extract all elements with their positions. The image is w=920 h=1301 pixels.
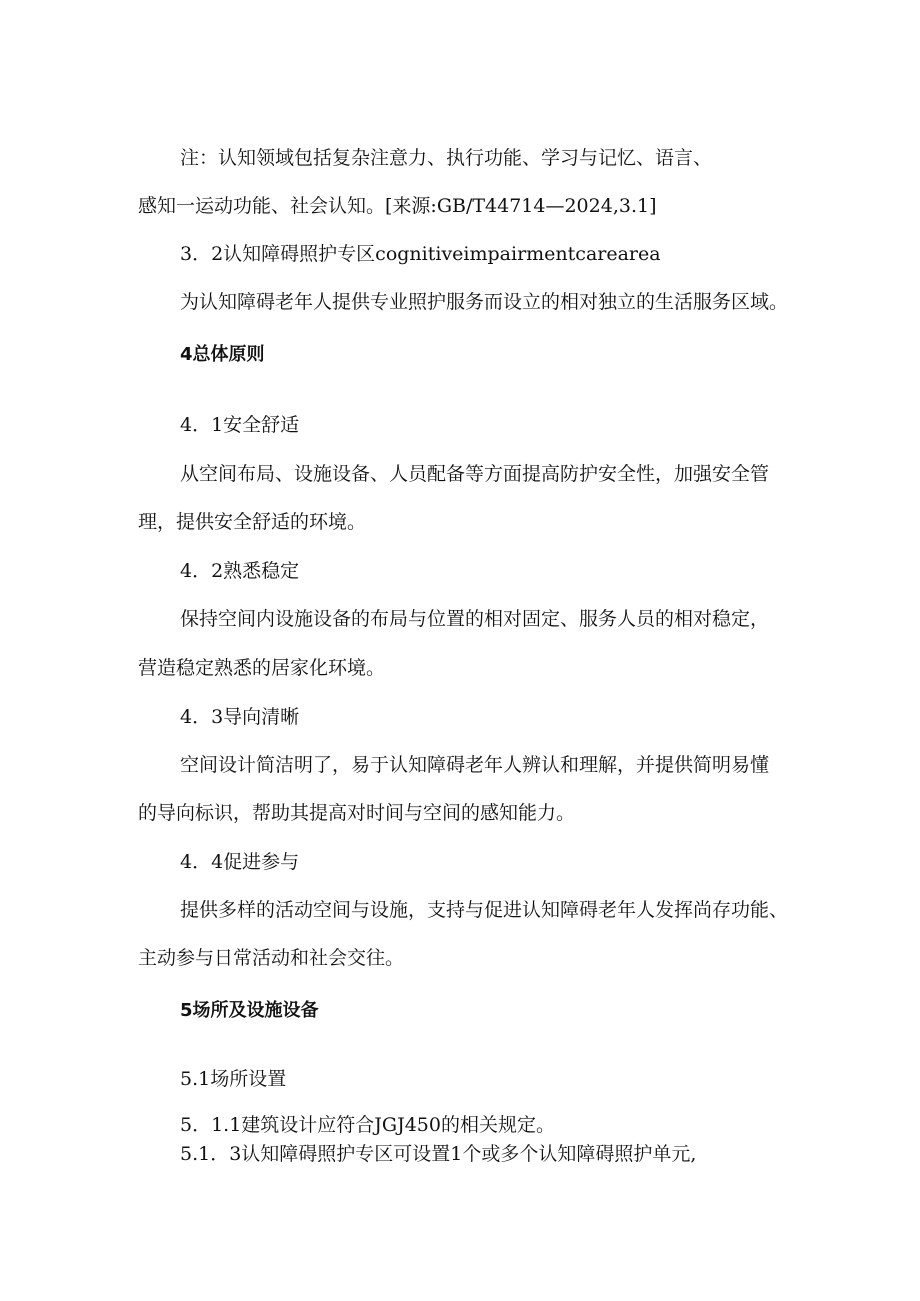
clause-4-1-line-2: 理，提供安全舒适的环境。 xyxy=(138,511,367,533)
clause-4-2-line-2: 营造稳定熟悉的居家化环境。 xyxy=(138,657,386,679)
clause-4-1-title: 4．1安全舒适 xyxy=(180,414,300,436)
term-3-2-title: 3．2认知障碍照护专区cognitiveimpairmentcarearea xyxy=(180,243,661,265)
clause-4-3-line-1: 空间设计简洁明了，易于认知障碍老年人辨认和理解，并提供简明易懂 xyxy=(180,754,770,776)
section-5-heading: 5场所及设施设备 xyxy=(180,1000,319,1021)
clause-4-4-title: 4．4促进参与 xyxy=(180,851,300,873)
note-line-1: 注：认知领域包括复杂注意力、执行功能、学习与记忆、语言、 xyxy=(180,147,713,169)
clause-5-1-1: 5．1.1建筑设计应符合JGJ450的相关规定。 xyxy=(180,1114,555,1136)
clause-4-3-line-2: 的导向标识，帮助其提高对时间与空间的感知能力。 xyxy=(138,802,576,824)
note-line-2: 感知一运动功能、社会认知。[来源:GB/T44714—2024,3.1] xyxy=(138,195,657,217)
clause-4-3-title: 4．3导向清晰 xyxy=(180,706,300,728)
clause-4-4-line-2: 主动参与日常活动和社会交往。 xyxy=(138,947,405,969)
term-3-2-definition: 为认知障碍老年人提供专业照护服务而设立的相对独立的生活服务区域。 xyxy=(180,291,789,313)
clause-4-2-title: 4．2熟悉稳定 xyxy=(180,560,300,582)
clause-5-1-3: 5.1．3认知障碍照护专区可设置1个或多个认知障碍照护单元, xyxy=(180,1143,697,1165)
clause-4-4-line-1: 提供多样的活动空间与设施，支持与促进认知障碍老年人发挥尚存功能、 xyxy=(180,899,789,921)
clause-4-2-line-1: 保持空间内设施设备的布局与位置的相对固定、服务人员的相对稳定， xyxy=(180,608,770,630)
clause-4-1-line-1: 从空间布局、设施设备、人员配备等方面提高防护安全性，加强安全管 xyxy=(180,463,770,485)
clause-5-1-title: 5.1场所设置 xyxy=(180,1068,287,1090)
section-4-heading: 4总体原则 xyxy=(180,344,265,365)
